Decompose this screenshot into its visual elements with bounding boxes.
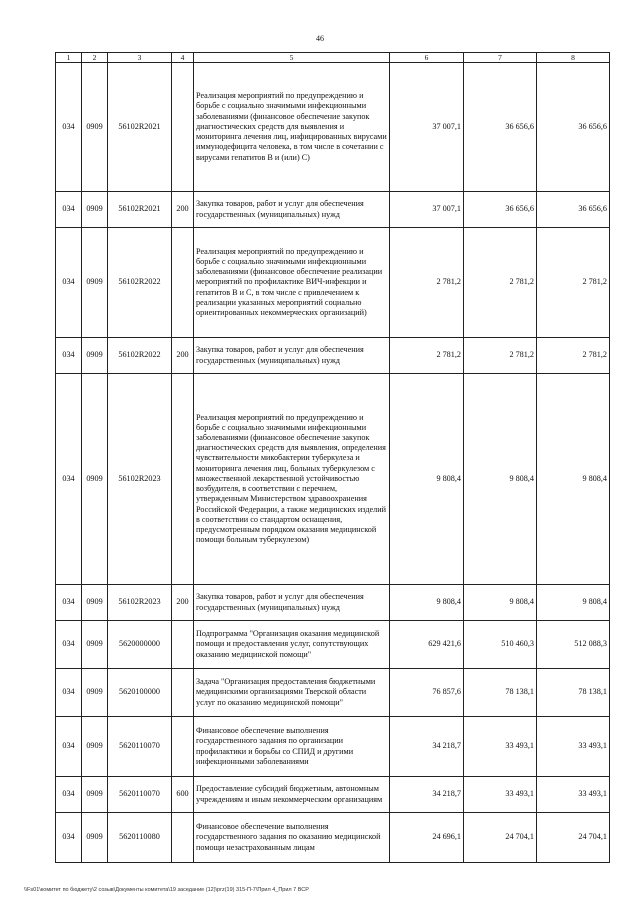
budget-table [55,52,610,863]
header-cell: 4 [172,53,194,63]
target-article-cell: 5620100000 [108,669,172,717]
amount-year3-cell: 24 704,1 [537,813,610,863]
section-code-cell: 0909 [82,374,108,585]
section-code-cell: 0909 [82,621,108,669]
admin-code-cell: 034 [56,813,82,863]
header-cell: 7 [464,53,537,63]
amount-year1-cell: 34 218,7 [390,777,464,813]
header-cell: 1 [56,53,82,63]
amount-year3-cell: 9 808,4 [537,585,610,621]
expense-type-cell [172,813,194,863]
header-cell: 5 [194,53,390,63]
expense-type-cell [172,63,194,192]
description-cell: Подпрограмма "Организация оказания медицинской помощи и предоставления услуг, сопутствующих оказанию медицинской помощи" [194,621,390,669]
amount-year2-cell: 9 808,4 [464,585,537,621]
target-article-cell: 5620110070 [108,717,172,777]
table-row [56,621,610,669]
section-code-cell: 0909 [82,192,108,228]
amount-year3-cell: 36 656,6 [537,192,610,228]
admin-code-cell: 034 [56,192,82,228]
table-body [56,63,610,863]
expense-type-cell: 200 [172,192,194,228]
section-code-cell: 0909 [82,669,108,717]
target-article-cell: 56102R2023 [108,374,172,585]
admin-code-cell: 034 [56,585,82,621]
amount-year2-cell: 33 493,1 [464,777,537,813]
target-article-cell: 5620110070 [108,777,172,813]
target-article-cell: 56102R2021 [108,63,172,192]
amount-year1-cell: 9 808,4 [390,585,464,621]
amount-year1-cell: 2 781,2 [390,338,464,374]
footer-file-path: \\Fs01\комитет по бюджету\2 созыв\Документы комитета\19 заседание (12)\prz(19) 315-П-7\Прил 4_Прил 7 ВСР [24,887,309,893]
amount-year1-cell: 629 421,6 [390,621,464,669]
table-row [56,777,610,813]
amount-year1-cell: 24 696,1 [390,813,464,863]
amount-year3-cell: 9 808,4 [537,374,610,585]
amount-year1-cell: 34 218,7 [390,717,464,777]
description-cell: Реализация мероприятий по предупреждению и борьбе с социально значимыми инфекционными заболеваниями (финансовое обеспечение закупок диагностических средств для выявления, определения чувствительности микобактерии туберкулеза и мониторинга лечения лиц, больных туберкулезом с множественной лекарственной устойчивостью возбудителя, в соответствии с перечнем, утвержденным Министерством здравоохранения Российской Федерации, а также медицинских изделий в соответствии со стандартом оснащения, предусмотренным порядком оказания медицинской помощи больным туберкулезом) [194,374,390,585]
section-code-cell: 0909 [82,585,108,621]
admin-code-cell: 034 [56,717,82,777]
description-cell: Задача "Организация предоставления бюджетными медицинскими организациями Тверской области услуг по оказанию медицинской помощи" [194,669,390,717]
amount-year2-cell: 36 656,6 [464,63,537,192]
table-row [56,374,610,585]
table-row [56,585,610,621]
amount-year1-cell: 37 007,1 [390,63,464,192]
target-article-cell: 56102R2022 [108,338,172,374]
admin-code-cell: 034 [56,777,82,813]
description-cell: Реализация мероприятий по предупреждению и борьбе с социально значимыми инфекционными заболеваниями (финансовое обеспечение закупок диагностических средств для выявления и мониторинга лечения лиц, инфицированных вирусами иммунодефицита человека, в том числе в сочетании с вирусами гепатитов В и (или) С) [194,63,390,192]
amount-year3-cell: 36 656,6 [537,63,610,192]
table-row [56,63,610,192]
section-code-cell: 0909 [82,813,108,863]
admin-code-cell: 034 [56,338,82,374]
expense-type-cell [172,374,194,585]
admin-code-cell: 034 [56,669,82,717]
description-cell: Финансовое обеспечение выполнения государственного задания по организации профилактики и борьбы со СПИД и другими инфекционными заболеваниями [194,717,390,777]
table-row [56,669,610,717]
table-row [56,192,610,228]
amount-year3-cell: 2 781,2 [537,338,610,374]
target-article-cell: 5620110080 [108,813,172,863]
description-cell: Финансовое обеспечение выполнения государственного задания по оказанию медицинской помощи незастрахованным лицам [194,813,390,863]
amount-year2-cell: 9 808,4 [464,374,537,585]
amount-year1-cell: 76 857,6 [390,669,464,717]
amount-year2-cell: 36 656,6 [464,192,537,228]
table-row [56,717,610,777]
header-cell: 2 [82,53,108,63]
amount-year2-cell: 24 704,1 [464,813,537,863]
expense-type-cell: 600 [172,777,194,813]
admin-code-cell: 034 [56,621,82,669]
description-cell: Реализация мероприятий по предупреждению и борьбе с социально значимыми инфекционными заболеваниями (финансовое обеспечение реализации мероприятий по профилактике ВИЧ-инфекции и гепатитов В и С, в том числе с привлечением к реализации указанных мероприятий социально ориентированных некоммерческих организаций) [194,228,390,338]
target-article-cell: 56102R2021 [108,192,172,228]
amount-year2-cell: 510 460,3 [464,621,537,669]
expense-type-cell [172,717,194,777]
target-article-cell: 56102R2023 [108,585,172,621]
header-cell: 3 [108,53,172,63]
admin-code-cell: 034 [56,374,82,585]
amount-year1-cell: 9 808,4 [390,374,464,585]
amount-year3-cell: 512 088,3 [537,621,610,669]
admin-code-cell: 034 [56,63,82,192]
section-code-cell: 0909 [82,338,108,374]
description-cell: Закупка товаров, работ и услуг для обеспечения государственных (муниципальных) нужд [194,585,390,621]
description-cell: Предоставление субсидий бюджетным, автономным учреждениям и иным некоммерческим организациям [194,777,390,813]
expense-type-cell: 200 [172,585,194,621]
expense-type-cell [172,669,194,717]
amount-year2-cell: 78 138,1 [464,669,537,717]
expense-type-cell [172,621,194,669]
target-article-cell: 56102R2022 [108,228,172,338]
target-article-cell: 5620000000 [108,621,172,669]
table-row [56,338,610,374]
amount-year2-cell: 2 781,2 [464,228,537,338]
section-code-cell: 0909 [82,777,108,813]
table-row [56,813,610,863]
admin-code-cell: 034 [56,228,82,338]
section-code-cell: 0909 [82,228,108,338]
expense-type-cell [172,228,194,338]
amount-year3-cell: 33 493,1 [537,777,610,813]
amount-year2-cell: 33 493,1 [464,717,537,777]
amount-year1-cell: 37 007,1 [390,192,464,228]
header-cell: 6 [390,53,464,63]
amount-year3-cell: 2 781,2 [537,228,610,338]
header-cell: 8 [537,53,610,63]
amount-year1-cell: 2 781,2 [390,228,464,338]
description-cell: Закупка товаров, работ и услуг для обеспечения государственных (муниципальных) нужд [194,338,390,374]
amount-year2-cell: 2 781,2 [464,338,537,374]
amount-year3-cell: 78 138,1 [537,669,610,717]
header-row [56,53,610,63]
section-code-cell: 0909 [82,63,108,192]
expense-type-cell: 200 [172,338,194,374]
table-row [56,228,610,338]
description-cell: Закупка товаров, работ и услуг для обеспечения государственных (муниципальных) нужд [194,192,390,228]
amount-year3-cell: 33 493,1 [537,717,610,777]
section-code-cell: 0909 [82,717,108,777]
page-number: 46 [316,34,324,43]
